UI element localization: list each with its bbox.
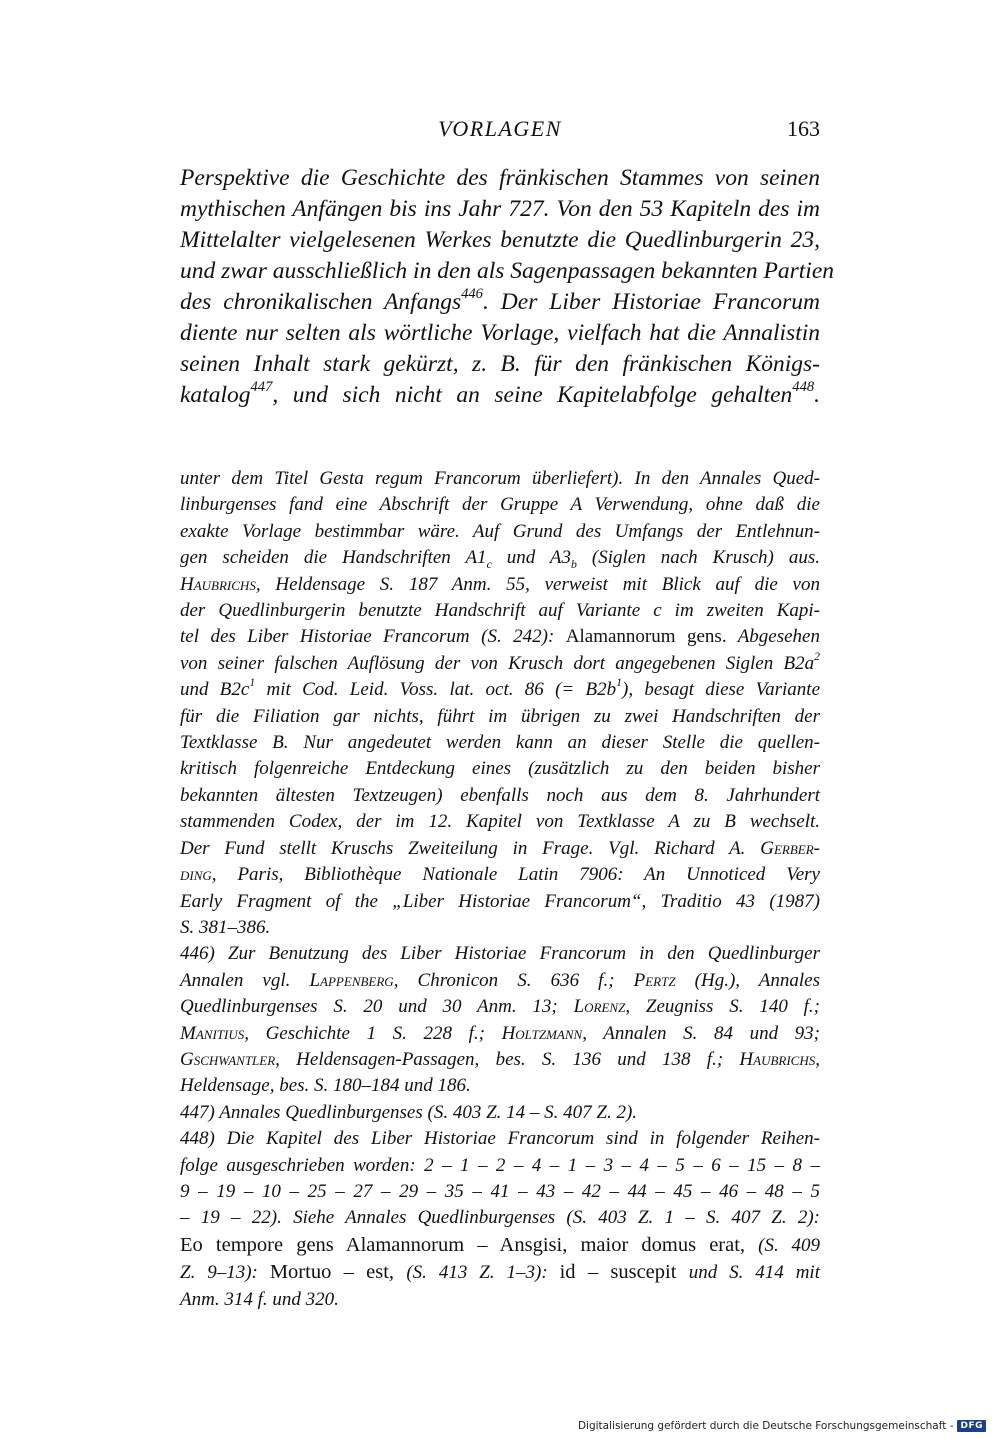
author-name: Holtzmann (501, 1022, 583, 1044)
footnote-segment: , Zeugniss S. 140 f.; (625, 996, 820, 1018)
credit-text: Digitalisierung gefördert durch die Deutsche Forschungsgemeinschaft - (577, 1420, 954, 1432)
footnote-line: Textklasse B. Nur angedeutet werden kann an dieser Stelle die quellen- (180, 732, 820, 754)
quoted-source-text: Mortuo – est, (269, 1261, 407, 1284)
footnote-line: linburgenses fand eine Abschrift der Gruppe A Verwendung, ohne daß die (180, 494, 820, 516)
footnote-line: Early Fragment of the „Liber Historiae Francorum“, Traditio 43 (1987) (180, 890, 820, 912)
author-name: Lorenz (573, 996, 626, 1018)
footnote-448-line (180, 1232, 820, 1259)
footnote-448-line: – 19 – 22). Siehe Annales Quedlinburgenses (S. 403 Z. 1 – S. 407 Z. 2): (180, 1207, 820, 1229)
body-line (180, 380, 820, 411)
author-name: Gerber- (760, 837, 820, 859)
footnote-segment: Z. 9–13): (180, 1262, 270, 1284)
footnote-segment: , (815, 1048, 820, 1070)
footnote-line: stammenden Codex, der im 12. Kapitel von Textklasse A zu B wechselt. (180, 811, 820, 833)
footnote-segment: Der Fund stellt Kruschs Zweiteilung in Frage. Vgl. Richard A. (180, 837, 761, 859)
footnote-ref-446[interactable]: 446 (461, 286, 483, 302)
footnote-446-line (180, 994, 820, 1020)
footnote-segment: Annalen vgl. (180, 969, 310, 991)
dfg-logo: DFG (957, 1420, 986, 1432)
author-name: ding (180, 864, 212, 886)
quoted-source-text: Eo tempore gens Alamannorum – Ansgisi, maior domus erat, (180, 1233, 759, 1256)
running-head (180, 116, 820, 146)
footnote-segment: , Paris, Bibliothèque Nationale Latin 7906: An Unnoticed Very (211, 864, 820, 886)
footnote-448-line: folge ausgeschrieben worden: 2 – 1 – 2 – 4 – 1 – 3 – 4 – 5 – 6 – 15 – 8 – (180, 1154, 820, 1176)
footnote-segment: Abgesehen (726, 626, 820, 648)
author-name: Gschwantler (180, 1048, 276, 1070)
footnote-447-line: 447) Annales Quedlinburgenses (S. 403 Z. 14 – S. 407 Z. 2). (180, 1101, 638, 1123)
footnote-line (180, 651, 820, 677)
body-line: seinen Inhalt stark gekürzt, z. B. für den fränkischen Königs- (180, 351, 820, 377)
footnote-448-line: 9 – 19 – 10 – 25 – 27 – 29 – 35 – 41 – 43 – 42 – 44 – 45 – 46 – 48 – 5 (180, 1180, 820, 1202)
footnote-segment: und A3 (491, 547, 572, 569)
footnote-line: für die Filiation gar nichts, führt im übrigen zu zwei Handschriften der (180, 705, 820, 727)
author-name: Manitius (180, 1022, 245, 1044)
body-line (180, 287, 820, 318)
author-name: Lappenberg (309, 969, 394, 991)
footnote-superscript: 1 (249, 676, 256, 690)
footnotes (180, 466, 820, 1313)
footnote-448-line (180, 1259, 820, 1286)
body-line: Mittelalter vielgelesenen Werkes benutzte die Quedlinburgerin 23, (180, 227, 820, 253)
author-name: Haubrichs (739, 1048, 816, 1070)
footnote-subscript: c (486, 558, 492, 572)
footnote-segment: und S. 414 mit (688, 1262, 820, 1284)
body-line: diente nur selten als wörtliche Vorlage, vielfach hat die Annalistin (180, 320, 820, 346)
footnote-segment: (Siglen nach Krusch) aus. (576, 547, 821, 569)
footnote-446-line (180, 1047, 820, 1073)
body-text-segment: des chronikalischen Anfangs (180, 289, 462, 315)
footnote-segment: (S. 409 (758, 1234, 821, 1256)
quoted-source-text: Alamannorum gens. (565, 626, 727, 648)
footnote-448-line: 448) Die Kapitel des Liber Historiae Francorum sind in folgender Reihen- (180, 1128, 820, 1150)
footnote-line (180, 624, 820, 650)
footnote-segment: ), besagt diese Variante (622, 679, 821, 701)
footnote-line: S. 381–386. (180, 916, 271, 938)
body-line: und zwar ausschließlich in den als Sagenpassagen bekannten Partien (180, 258, 835, 284)
body-text-segment: katalog (180, 382, 251, 408)
footnote-segment: mit Cod. Leid. Voss. lat. oct. 86 (= B2b (255, 679, 617, 701)
page-number: 163 (787, 116, 820, 141)
footnote-ref-448[interactable]: 448 (792, 379, 815, 395)
footnote-line (180, 572, 820, 598)
footnote-segment: , Chronicon S. 636 f.; (393, 969, 634, 991)
footnote-segment: (Hg.), Annales (675, 969, 821, 991)
footnote-segment: tel des Liber Historiae Francorum (S. 242): (180, 626, 566, 648)
footnote-segment: von seiner falschen Auflösung der von Krusch dort angegebenen Siglen B2a (180, 652, 815, 674)
footnote-line: bekannten ältesten Textzeugen) ebenfalls noch aus dem 8. Jahrhundert (180, 784, 820, 806)
footnote-line: unter dem Titel Gesta regum Francorum überliefert). In den Annales Qued- (180, 468, 820, 489)
footnote-446-line (180, 968, 820, 994)
footnote-subscript: b (571, 558, 577, 572)
footnote-line (180, 862, 820, 888)
running-title: VORLAGEN (438, 116, 562, 141)
footnote-segment: gen scheiden die Handschriften A1 (180, 547, 487, 569)
footnote-ref-447[interactable]: 447 (250, 379, 273, 395)
footnote-segment: , Geschichte 1 S. 228 f.; (244, 1022, 502, 1044)
footnote-segment: , Heldensagen-Passagen, bes. S. 136 und 138 f.; (275, 1048, 740, 1070)
author-name: Pertz (633, 969, 676, 991)
footnote-segment: , Heldensage S. 187 Anm. 55, verweist mit Blick auf die von (255, 573, 820, 595)
footnote-segment: , Annalen S. 84 und 93; (582, 1022, 820, 1044)
footnote-line: der Quedlinburgerin benutzte Handschrift auf Variante c im zweiten Kapi- (180, 600, 820, 622)
footnote-448-line: Anm. 314 f. und 320. (180, 1288, 339, 1310)
body-text-segment: , und sich nicht an seine Kapitelabfolge gehalten (272, 382, 793, 408)
footnote-superscript: 2 (814, 649, 820, 663)
footnote-446-line (180, 1021, 820, 1047)
body-text-segment: . Der Liber Historiae Francorum (482, 289, 820, 315)
footnote-line (180, 545, 820, 571)
footnote-line (180, 836, 820, 862)
footnote-446-line: Heldensage, bes. S. 180–184 und 186. (180, 1075, 471, 1097)
body-paragraph (180, 163, 835, 411)
footnote-superscript: 1 (616, 676, 623, 690)
footnote-line: exakte Vorlage bestimmbar wäre. Auf Grund des Umfangs der Entlehnun- (180, 520, 820, 542)
footnote-segment: und B2c (180, 679, 250, 701)
body-text-segment: . (814, 382, 820, 408)
footnote-line (180, 677, 820, 703)
footnote-segment: (S. 413 Z. 1–3): (406, 1262, 560, 1284)
footnote-446-line: 446) Zur Benutzung des Liber Historiae Francorum in den Quedlinburger (180, 943, 820, 965)
body-line: mythischen Anfängen bis ins Jahr 727. Von den 53 Kapiteln des im (180, 196, 820, 222)
body-line: Perspektive die Geschichte des fränkischen Stammes von seinen (180, 165, 820, 191)
digitization-credit (578, 1420, 986, 1432)
footnote-line: kritisch folgenreiche Entdeckung eines (zusätzlich zu den beiden bisher (180, 758, 820, 780)
quoted-source-text: id – suscepit (559, 1261, 689, 1284)
author-name: Haubrichs (180, 573, 256, 595)
footnote-segment: Quedlinburgenses S. 20 und 30 Anm. 13; (180, 996, 574, 1018)
